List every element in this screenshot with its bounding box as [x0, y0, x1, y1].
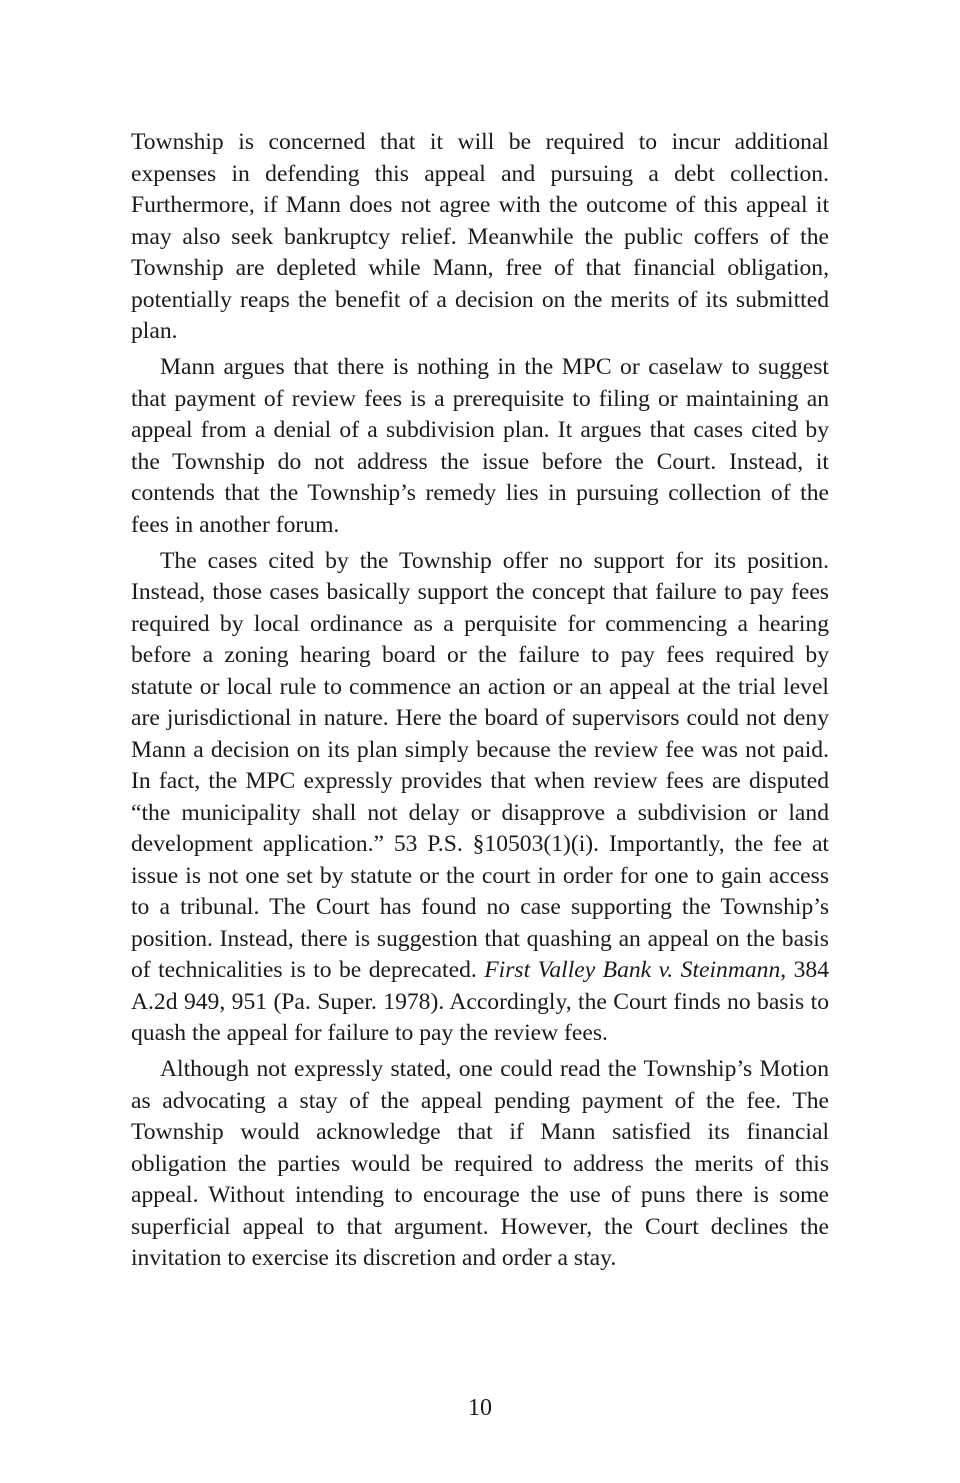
body-text: [131, 127, 829, 1279]
paragraph-mann-argues: Mann argues that there is nothing in the MPC or caselaw to suggest that payment of review fees is a prerequisite to filing or maintaining an appeal from a denial of a subdivision plan. It argues that cases cited by the Township do not address the issue before the Court. Instead, it contends that the Township’s remedy lies in pursuing collection of the fees in another forum.: [131, 354, 829, 538]
page-number: 10: [468, 1395, 492, 1421]
paragraph-stay-request: Although not expressly stated, one could read the Township’s Motion as advocating a stay of the appeal pending payment of the fee. The Township would acknowledge that if Mann satisfied its financial obligation the parties would be required to address the merits of this appeal. Without intending to encourage the use of puns there is some superficial appeal to that argument. However, the Court declines the invitation to exercise its discretion and order a stay.: [131, 1056, 829, 1271]
paragraph-township-concern: Township is concerned that it will be required to incur additional expenses in defending this appeal and pursuing a debt collection. Furthermore, if Mann does not agree with the outcome of this appeal it may also seek bankruptcy relief. Meanwhile the public coffers of the Township are depleted while Mann, free of that financial obligation, potentially reaps the benefit of a decision on the merits of its submitted plan.: [131, 129, 829, 344]
case-citation-name: First Valley Bank v. Steinmann: [484, 957, 781, 983]
paragraph-cases-cited-text-before: The cases cited by the Township offer no support for its position. Instead, those cases basically support the concept that failure to pay fees required by local ordinance as a perquisite for commencing a hearing before a zoning hearing board or the failure to pay fees required by statute or local rule to commence an action or an appeal at the trial level are jurisdictional in nature. Here the board of supervisors could not deny Mann a decision on its plan simply because the review fee was not paid. In fact, the MPC expressly provides that when review fees are disputed “the municipality shall not delay or disapprove a subdivision or land development application.” 53 P.S. §10503(1)(i). Importantly, the fee at issue is not one set by statute or the court in order for one to gain access to a tribunal. The Court has found no case supporting the Township’s position. Instead, there is suggestion that quashing an appeal on the basis of technicalities is to be deprecated.: [131, 547, 829, 983]
paragraph-cases-cited: [131, 546, 829, 1050]
paragraph-cases-cited-text-after: , 384 A.2d 949, 951 (Pa. Super. 1978). Accordingly, the Court finds no basis to quash the appeal for failure to pay the review fees.: [131, 957, 830, 1046]
